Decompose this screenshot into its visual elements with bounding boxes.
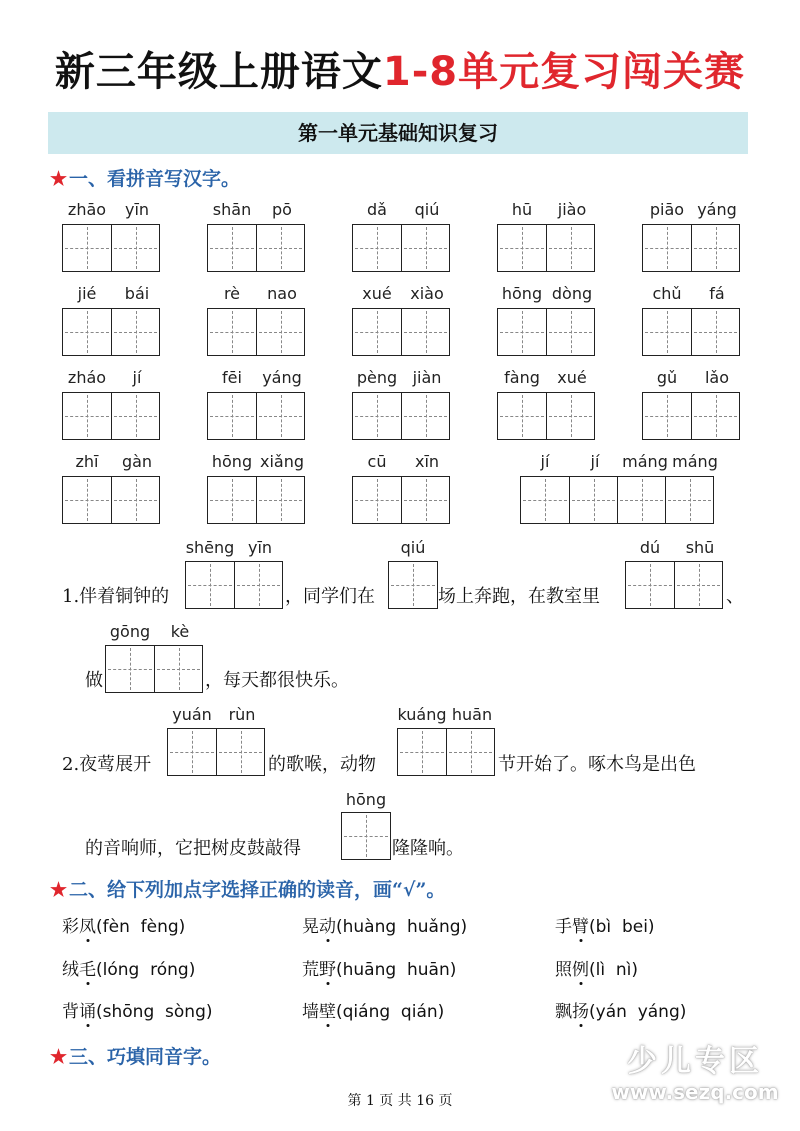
answer-boxes[interactable] (167, 728, 265, 776)
section-2-heading (50, 875, 445, 902)
answer-boxes[interactable] (497, 392, 595, 440)
sentence-text: 做 (85, 670, 103, 691)
answer-boxes[interactable] (105, 645, 203, 693)
pinyin-label: rè nao (223, 284, 297, 303)
tianzige-cell[interactable] (353, 309, 401, 355)
choice-item[interactable] (555, 997, 686, 1022)
pinyin-options: (fèn fèng) (96, 917, 186, 937)
tianzige-cell[interactable] (498, 225, 546, 271)
tianzige-cell[interactable] (111, 309, 159, 355)
pinyin-label: pèng jiàn (356, 368, 442, 387)
pinyin-label: fàng xué (504, 368, 587, 387)
dotted-char: 凤 (79, 912, 96, 937)
pinyin-label: piāo yáng (649, 200, 737, 219)
tianzige-cell[interactable] (401, 477, 449, 523)
choice-char: 飘 (555, 1002, 572, 1022)
pinyin-label: jí jí máng máng (540, 452, 718, 471)
tianzige-cell[interactable] (63, 309, 111, 355)
choice-item[interactable] (302, 912, 467, 937)
choice-item[interactable] (555, 912, 655, 937)
sentence-text: 节开始了。啄木鸟是出色 (498, 754, 696, 775)
tianzige-cell[interactable] (208, 309, 256, 355)
answer-boxes[interactable] (497, 224, 595, 272)
sentence-text: 、 (726, 586, 744, 607)
tianzige-cell[interactable] (546, 309, 594, 355)
choice-char: 手 (555, 917, 572, 937)
answer-boxes[interactable] (62, 476, 160, 524)
tianzige-cell[interactable] (546, 393, 594, 439)
pinyin-label: gǔ lǎo (656, 368, 730, 387)
answer-boxes[interactable] (207, 392, 305, 440)
tianzige-cell[interactable] (63, 477, 111, 523)
sentence-text: ，同学们在 (285, 586, 375, 607)
unit-banner: 第一单元基础知识复习 (48, 112, 748, 154)
pinyin-label: shān pō (212, 200, 292, 219)
dotted-char: 例 (572, 955, 589, 980)
choice-char: 绒 (62, 960, 79, 980)
choice-char: 背 (62, 1002, 79, 1022)
pinyin-label: xué xiào (362, 284, 444, 303)
pinyin-label: shēng yīn (185, 538, 273, 557)
tianzige-cell[interactable] (256, 393, 304, 439)
choice-item[interactable] (62, 912, 185, 937)
pinyin-label: hōng (345, 790, 387, 809)
pinyin-options: (lóng róng) (96, 960, 196, 980)
choice-item[interactable] (62, 955, 195, 980)
tianzige-cell[interactable] (353, 393, 401, 439)
tianzige-cell[interactable] (617, 477, 665, 523)
answer-boxes[interactable] (397, 728, 495, 776)
sentence-text: ，每天都很快乐。 (205, 670, 349, 691)
tianzige-cell[interactable] (111, 477, 159, 523)
tianzige-cell[interactable] (111, 393, 159, 439)
dotted-char: 动 (319, 912, 336, 937)
dotted-char: 野 (319, 955, 336, 980)
page-footer: 第 1 页 共 16 页 (347, 1093, 453, 1109)
tianzige-cell[interactable] (353, 477, 401, 523)
tianzige-cell[interactable] (111, 225, 159, 271)
tianzige-cell[interactable] (691, 393, 739, 439)
sentence-text: 场上奔跑，在教室里 (438, 586, 600, 607)
tianzige-cell[interactable] (208, 477, 256, 523)
page-title (0, 40, 800, 97)
answer-boxes[interactable] (352, 476, 450, 524)
answer-boxes[interactable] (352, 392, 450, 440)
pinyin-options: (huàng huǎng) (336, 917, 468, 937)
choice-item[interactable] (302, 955, 456, 980)
tianzige-cell[interactable] (498, 393, 546, 439)
tianzige-cell[interactable] (521, 477, 569, 523)
pinyin-options: (lì nì) (589, 960, 639, 980)
answer-boxes[interactable] (341, 812, 391, 860)
choice-char: 荒 (302, 960, 319, 980)
star-icon: ★ (50, 1046, 68, 1068)
sentence-text: 2.夜莺展开 (62, 754, 152, 775)
answer-boxes[interactable] (207, 476, 305, 524)
tianzige-cell[interactable] (643, 309, 691, 355)
tianzige-cell[interactable] (569, 477, 617, 523)
dotted-char: 壁 (319, 997, 336, 1022)
choice-char: 墙 (302, 1002, 319, 1022)
tianzige-cell[interactable] (63, 225, 111, 271)
dotted-char: 臂 (572, 912, 589, 937)
choice-item[interactable] (555, 955, 638, 980)
answer-boxes[interactable] (625, 561, 723, 609)
dotted-char: 扬 (572, 997, 589, 1022)
dotted-char: 诵 (79, 997, 96, 1022)
answer-boxes[interactable] (388, 561, 438, 609)
section-3-heading (50, 1042, 221, 1069)
answer-boxes[interactable] (642, 224, 740, 272)
pinyin-label: hōng xiǎng (211, 452, 304, 471)
answer-boxes[interactable] (352, 308, 450, 356)
pinyin-label: zháo jí (67, 368, 142, 387)
pinyin-label: qiú (400, 538, 426, 557)
pinyin-label: dǎ qiú (367, 200, 440, 219)
choice-char: 照 (555, 960, 572, 980)
answer-boxes[interactable] (62, 224, 160, 272)
tianzige-cell[interactable] (63, 393, 111, 439)
tianzige-cell[interactable] (256, 309, 304, 355)
section-3-label: 三、巧填同音字。 (69, 1046, 222, 1068)
answer-boxes[interactable] (62, 392, 160, 440)
watermark-url: www.sezq.com (611, 1080, 779, 1104)
pinyin-options: (qiáng qián) (336, 1002, 445, 1022)
sentence-text: 1.伴着铜钟的 (62, 586, 170, 607)
choice-char: 晃 (302, 917, 319, 937)
tianzige-cell[interactable] (665, 477, 713, 523)
answer-boxes[interactable] (185, 561, 283, 609)
sentence-text: 隆隆响。 (392, 838, 464, 859)
pinyin-label: zhī gàn (75, 452, 153, 471)
star-icon: ★ (50, 879, 68, 901)
answer-boxes[interactable] (207, 224, 305, 272)
sentence-text: 的歌喉，动物 (268, 754, 376, 775)
answer-boxes[interactable] (352, 224, 450, 272)
tianzige-cell[interactable] (256, 225, 304, 271)
tianzige-cell[interactable] (401, 225, 449, 271)
answer-boxes[interactable] (207, 308, 305, 356)
tianzige-cell[interactable] (691, 225, 739, 271)
answer-boxes[interactable] (642, 392, 740, 440)
pinyin-label: cū xīn (367, 452, 440, 471)
pinyin-label: fēi yáng (222, 368, 302, 387)
answer-boxes[interactable] (497, 308, 595, 356)
tianzige-cell[interactable] (401, 393, 449, 439)
pinyin-options: (bì bei) (589, 917, 655, 937)
pinyin-options: (yán yáng) (589, 1002, 687, 1022)
dotted-char: 毛 (79, 955, 96, 980)
watermark-title: 少儿专区 (627, 1044, 763, 1079)
section-1-heading (50, 164, 240, 191)
pinyin-options: (huāng huān) (336, 960, 457, 980)
section-1-label: 一、看拼音写汉字。 (69, 168, 241, 190)
sentence-text: 的音响师，它把树皮鼓敲得 (85, 838, 301, 859)
pinyin-options: (shōng sòng) (96, 1002, 213, 1022)
tianzige-cell[interactable] (691, 309, 739, 355)
pinyin-label: yuán rùn (172, 705, 256, 724)
answer-boxes[interactable] (520, 476, 714, 524)
tianzige-cell[interactable] (353, 225, 401, 271)
section-2-label: 二、给下列加点字选择正确的读音，画“√”。 (69, 879, 446, 901)
pinyin-label: dú shū (639, 538, 715, 557)
pinyin-label: hōng dòng (501, 284, 593, 303)
answer-boxes[interactable] (62, 308, 160, 356)
tianzige-cell[interactable] (256, 477, 304, 523)
answer-boxes[interactable] (642, 308, 740, 356)
pinyin-label: gōng kè (109, 622, 190, 641)
pinyin-label: hū jiào (511, 200, 587, 219)
pinyin-label: zhāo yīn (67, 200, 150, 219)
pinyin-label: jié bái (77, 284, 150, 303)
title-part-black: 新三年级上册语文 (54, 49, 383, 95)
tianzige-cell[interactable] (546, 225, 594, 271)
tianzige-cell[interactable] (498, 309, 546, 355)
tianzige-cell[interactable] (643, 393, 691, 439)
choice-item[interactable] (302, 997, 444, 1022)
tianzige-cell[interactable] (643, 225, 691, 271)
choice-item[interactable] (62, 997, 213, 1022)
pinyin-label: chǔ fá (652, 284, 725, 303)
tianzige-cell[interactable] (208, 393, 256, 439)
watermark-logo (600, 1036, 790, 1116)
tianzige-cell[interactable] (208, 225, 256, 271)
pinyin-label: kuáng huān (397, 705, 493, 724)
title-part-red: 1-8单元复习闯关赛 (382, 49, 746, 95)
star-icon: ★ (50, 168, 68, 190)
tianzige-cell[interactable] (401, 309, 449, 355)
choice-char: 彩 (62, 917, 79, 937)
